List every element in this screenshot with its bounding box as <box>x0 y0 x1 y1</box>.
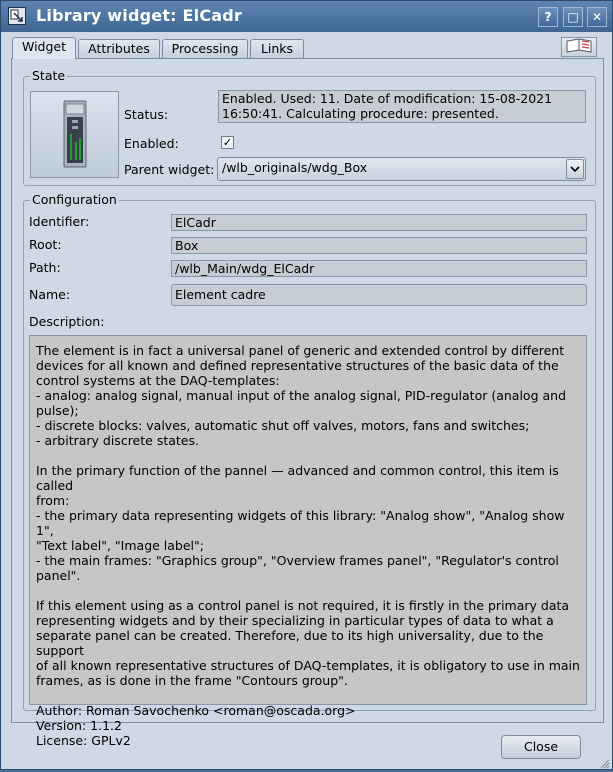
tab-links[interactable]: Links <box>250 39 304 58</box>
name-label: Name: <box>29 287 71 302</box>
close-window-button[interactable]: ✕ <box>587 7 607 27</box>
help-button[interactable]: ? <box>538 7 558 27</box>
state-group <box>23 68 596 186</box>
state-group-title: State <box>32 68 66 83</box>
book-icon[interactable] <box>561 37 597 57</box>
status-line-2: 16:50:41. Calculating procedure: presented. <box>222 106 499 121</box>
tab-attributes[interactable]: Attributes <box>78 39 160 58</box>
resize-grip-icon[interactable] <box>600 757 610 767</box>
root-label: Root: <box>29 237 62 252</box>
path-field: /wlb_Main/wdg_ElCadr <box>171 260 587 277</box>
root-field: Box <box>171 237 587 254</box>
description-label: Description: <box>29 314 105 329</box>
status-line-1: Enabled. Used: 11. Date of modification: 15-08-2021 <box>222 91 553 106</box>
identifier-field: ElCadr <box>171 214 587 231</box>
enabled-checkbox[interactable]: ✓ <box>222 136 233 149</box>
tab-processing[interactable]: Processing <box>162 39 248 58</box>
tab-widget[interactable]: Widget <box>12 37 76 59</box>
widget-library-icon[interactable] <box>8 7 26 25</box>
description-textarea[interactable]: The element is in fact a universal panel of generic and extended control by different devices for all known and defined representative structures of the basic data of the control systems at the DAQ-templates: - analog: analog signal, manual input of the analog signal, PID-regulator (analog and pulse); - discrete blocks: valves, automatic shut off valves, motors, fans and switches; - arbitrary discrete states. In the primary function of the pannel — advanced and common control, this item is called from: - the primary data representing widgets of this library: "Analog show", "Analog show 1", "Text label", "Image label"; - the main frames: "Graphics group", "Overview frames panel", "Regulator's control panel". If this element using as a control panel is not required, it is firstly in the primary data representing widgets and by their specializing in particular types of data to what a separate panel can be created. Therefore, due to its high universality, due to the support of all known representative structures of DAQ-templates, it is obligatory to use in main frames, as is done in the frame "Contours group". Author: Roman Savochenko <roman@oscada.org> Version: 1.1.2 License: GPLv2 <box>29 335 587 705</box>
parent-widget-value: /wlb_originals/wdg_Box <box>222 160 368 175</box>
status-label: Status: <box>124 107 169 122</box>
title-bar[interactable] <box>1 1 612 32</box>
name-input[interactable]: Element cadre <box>171 284 587 306</box>
maximize-button[interactable]: □ <box>563 7 583 27</box>
path-label: Path: <box>29 260 61 275</box>
parent-widget-label: Parent widget: <box>124 162 215 177</box>
tab-bar <box>10 37 605 59</box>
widget-preview-image[interactable] <box>30 91 119 178</box>
parent-widget-select[interactable] <box>217 157 586 181</box>
configuration-group-title: Configuration <box>32 192 117 207</box>
window-title: Library widget: ElCadr <box>36 6 243 25</box>
close-button[interactable]: Close <box>501 735 581 759</box>
identifier-label: Identifier: <box>29 214 90 229</box>
status-field <box>218 90 586 123</box>
chevron-down-icon[interactable] <box>566 159 584 179</box>
enabled-label: Enabled: <box>124 136 179 151</box>
